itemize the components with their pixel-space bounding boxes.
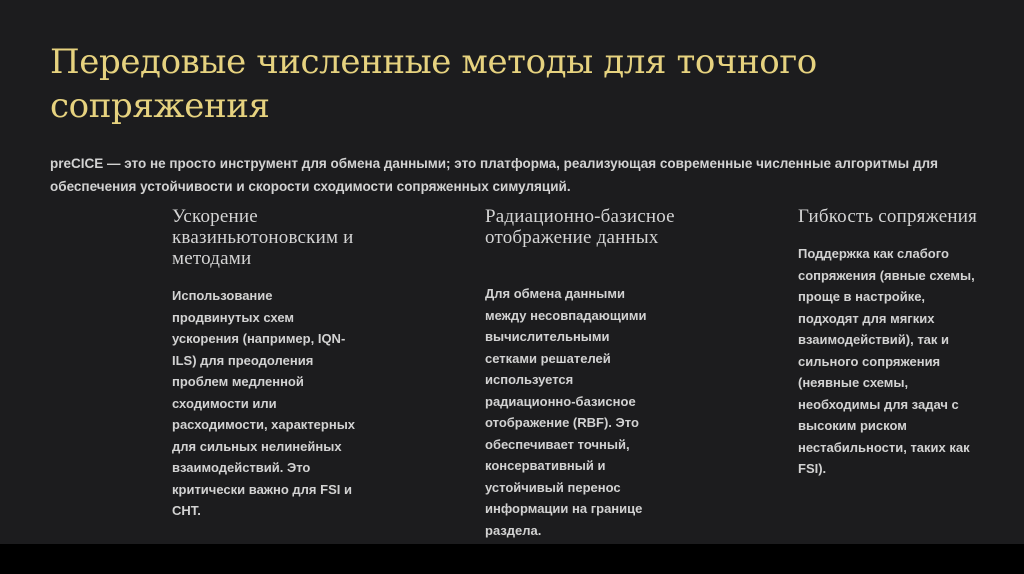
column-quasi-newton [172,206,372,522]
column-text: Поддержка как слабого сопряжения (явные схемы, проще в настройке, подходят для мягких взаимодействий), так и сильного сопряжения (неявные схемы, необходимы для задач с высоким риском нестабильности, таких как FSI). [798,246,975,476]
column-rbf-mapping [485,206,685,541]
column-heading: Ускорение квазиньютоновским и методами [172,206,354,269]
column-heading: Радиационно-базисное отображение данных [485,206,675,248]
intro-paragraph: preCICE — это не просто инструмент для обмена данными; это платформа, реализующая современные численные алгоритмы для обеспечения устойчивости и скорости сходимости сопряженных симуляций. [50,156,938,194]
column-text: Использование продвинутых схем ускорения (например, IQN-ILS) для преодоления проблем медленной сходимости или расходимости, характерных для сильных нелинейных взаимодействий. Это критически важно для FSI и CHT. [172,288,356,518]
bottom-letterbox-bar [0,544,1024,574]
slide-title: Передовые численные методы для точного сопряжения [50,42,817,126]
column-heading: Гибкость сопряжения [798,206,978,227]
column-coupling-flexibility [798,206,998,480]
column-text: Для обмена данными между несовпадающими вычислительными сетками решателей используется радиационно-базисное отображение (RBF). Это обеспечивает точный, консервативный и устойчивый перенос информации на границе раздела. [485,286,647,538]
